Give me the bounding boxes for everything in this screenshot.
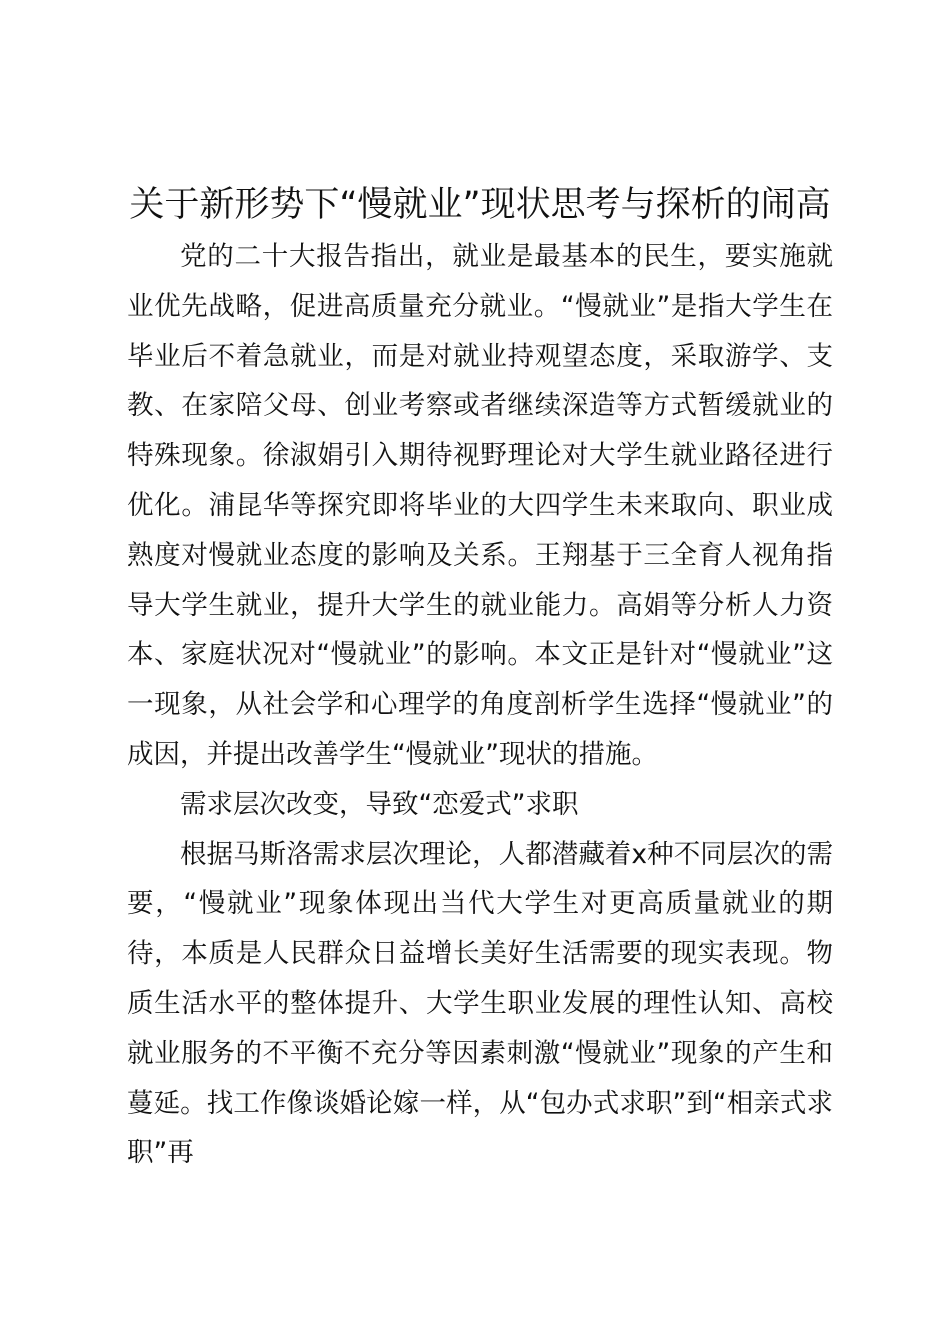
document-body bbox=[127, 178, 833, 1178]
section-paragraph: 根据马斯洛需求层次理论，人都潜藏着x种不同层次的需要，“慢就业”现象体现出当代大学生对更高质量就业的期待，本质是人民群众日益增长美好生活需要的现实表现。物质生活水平的整体提升、大学生职业发展的理性认知、高校就业服务的不平衡不充分等因素刺激“慢就业”现象的产生和蔓延。找工作像谈婚论嫁一样，从“包办式求职”到“相亲式求职”再 bbox=[127, 838, 833, 1169]
intro-paragraph: 党的二十大报告指出，就业是最基本的民生，要实施就业优先战略，促进高质量充分就业。“慢就业”是指大学生在毕业后不着急就业，而是对就业持观望态度，采取游学、支教、在家陪父母、创业考察或者继续深造等方式暂缓就业的特殊现象。徐淑娟引入期待视野理论对大学生就业路径进行优化。浦昆华等探究即将毕业的大四学生未来取向、职业成熟度对慢就业态度的影响及关系。王翔基于三全育人视角指导大学生就业，提升大学生的就业能力。高娟等分析人力资本、家庭状况对“慢就业”的影响。本文正是针对“慢就业”这一现象，从社会学和心理学的角度剖析学生选择“慢就业”的成因，并提出改善学生“慢就业”现状的措施。 bbox=[127, 241, 833, 770]
section-heading: 需求层次改变，导致“恋爱式”求职 bbox=[180, 788, 579, 820]
document-title: 关于新形势下“慢就业”现状思考与探析的闹高 bbox=[129, 185, 831, 225]
